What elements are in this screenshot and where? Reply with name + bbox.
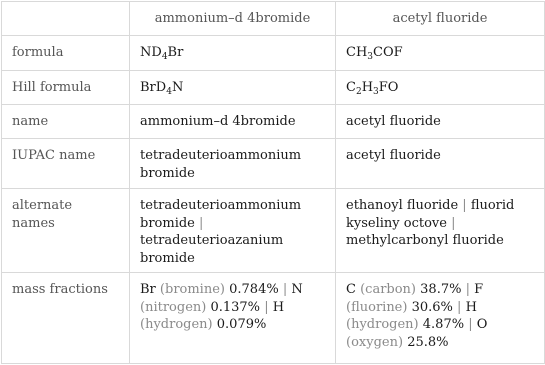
element-fraction: 30.6% (411, 299, 453, 315)
element-fraction: 25.8% (407, 334, 449, 350)
header-ammonium-d4-bromide: ammonium–d 4bromide (130, 2, 336, 36)
header-empty (2, 2, 130, 36)
name-c2: acetyl fluoride (336, 105, 545, 139)
row-name (2, 105, 545, 139)
element-symbol: F (474, 282, 484, 297)
formula-c2 (336, 36, 545, 71)
element-name: (hydrogen) (346, 317, 419, 332)
element-name: (hydrogen) (140, 317, 213, 332)
name-c1: ammonium–d 4bromide (130, 105, 336, 139)
row-label-mass-fractions: mass fractions (2, 273, 130, 364)
separator: | (457, 299, 462, 315)
element-symbol: N (291, 282, 303, 297)
element-fraction: 0.079% (216, 317, 267, 332)
element-symbol: C (346, 282, 356, 297)
header-row (2, 2, 545, 36)
element-fraction: 0.137% (210, 299, 261, 315)
hill-c1-sub: 4 (166, 86, 172, 97)
separator: | (282, 282, 288, 297)
element-name: (oxygen) (346, 334, 404, 350)
formula-c2-a: CH (346, 45, 368, 61)
separator: | (264, 299, 269, 315)
row-iupac-name (2, 139, 545, 189)
row-hill-formula (2, 71, 545, 105)
formula-c1-b: Br (167, 45, 184, 61)
row-formula (2, 36, 545, 71)
element-symbol: H (272, 299, 285, 315)
row-label-alternate-names: alternate names (2, 189, 130, 273)
formula-c1-sub: 4 (161, 52, 168, 63)
comparison-table (1, 1, 545, 364)
hill-c2-b: FO (378, 79, 399, 95)
row-alternate-names (2, 189, 545, 273)
separator: | (468, 317, 473, 332)
alt-c2-name-1: ethanoyl fluoride (346, 198, 459, 213)
row-label-hill-formula: Hill formula (2, 71, 130, 105)
separator: | (451, 215, 456, 231)
formula-c1 (130, 36, 336, 71)
row-label-formula: formula (2, 36, 130, 71)
alt-c1 (130, 189, 336, 273)
separator: | (465, 282, 470, 297)
element-fraction: 4.87% (422, 317, 465, 332)
header-acetyl-fluoride: acetyl fluoride (336, 2, 545, 36)
row-mass-fractions (2, 273, 545, 364)
element-name: (carbon) (360, 282, 417, 297)
alt-c2-name-3: methylcarbonyl fluoride (346, 233, 504, 248)
mass-c2 (336, 273, 545, 364)
element-symbol: O (476, 317, 488, 332)
formula-c2-sub: 3 (367, 52, 374, 63)
element-name: (bromine) (159, 282, 225, 297)
hill-c2-a: C (346, 79, 356, 95)
hill-c1 (130, 71, 336, 105)
formula-c2-b: COF (373, 45, 403, 61)
element-fraction: 38.7% (420, 282, 462, 297)
hill-c2 (336, 71, 545, 105)
alt-c2-name-2: fluorid kyseliny octove (346, 198, 515, 231)
element-fraction: 0.784% (229, 282, 279, 297)
hill-c1-b: N (171, 79, 184, 95)
hill-c1-a: BrD (140, 79, 167, 95)
element-symbol: Br (140, 282, 156, 297)
hill-c2-sub2: 3 (373, 86, 379, 97)
alt-c2 (336, 189, 545, 273)
iupac-c1: tetradeuterioammonium bromide (130, 139, 336, 189)
alt-c1-name-1: tetradeuterioammonium bromide (140, 198, 302, 231)
row-label-name: name (2, 105, 130, 139)
hill-c2-m: H (361, 79, 374, 95)
formula-c1-a: ND (140, 45, 162, 61)
iupac-c2: acetyl fluoride (336, 139, 545, 189)
element-name: (fluorine) (346, 299, 408, 315)
element-name: (nitrogen) (140, 299, 207, 315)
element-symbol: H (465, 299, 477, 315)
hill-c2-sub1: 2 (355, 86, 362, 97)
mass-c1 (130, 273, 336, 364)
row-label-iupac-name: IUPAC name (2, 139, 130, 189)
separator: | (462, 198, 467, 213)
alt-c1-name-2: tetradeuterioazanium bromide (140, 233, 284, 266)
separator: | (199, 215, 204, 231)
